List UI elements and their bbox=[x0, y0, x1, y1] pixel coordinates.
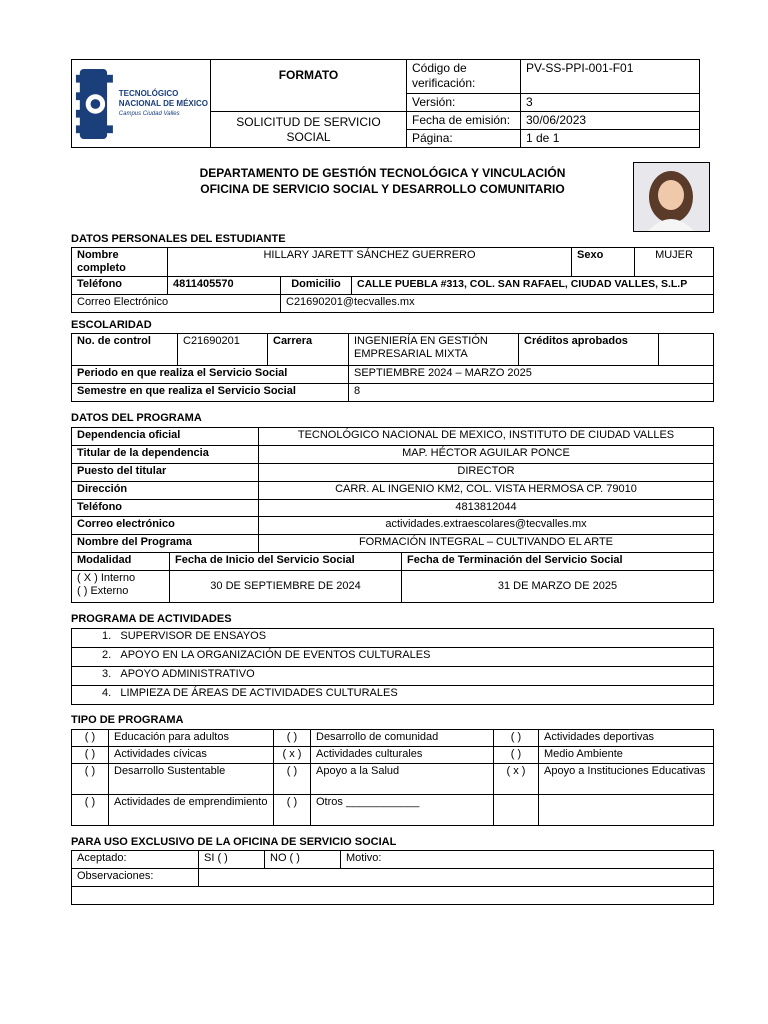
type-checkbox[interactable]: ( ) bbox=[72, 747, 109, 764]
accepted-label: Aceptado: bbox=[72, 851, 199, 869]
observations-label: Observaciones: bbox=[72, 869, 199, 887]
type-table bbox=[71, 729, 714, 826]
control-label: No. de control bbox=[72, 334, 178, 366]
career-label: Carrera bbox=[268, 334, 349, 366]
activity-text: SUPERVISOR DE ENSAYOS bbox=[120, 630, 267, 642]
office-table bbox=[71, 850, 714, 905]
portrait-image bbox=[634, 163, 709, 231]
version-value: 3 bbox=[521, 94, 700, 112]
school-table bbox=[71, 333, 714, 402]
activity-number: 2. bbox=[102, 649, 112, 661]
type-checkbox[interactable]: ( ) bbox=[274, 795, 311, 826]
phone-value: 4811405570 bbox=[168, 277, 281, 295]
type-option-label: Medio Ambiente bbox=[539, 747, 714, 764]
type-option-label: Apoyo a Instituciones Educativas bbox=[539, 764, 714, 795]
program-row-value: TECNOLÓGICO NACIONAL DE MEXICO, INSTITUTO DE CIUDAD VALLES bbox=[259, 428, 714, 446]
reason-label: Motivo: bbox=[341, 851, 714, 869]
header-table bbox=[71, 59, 700, 148]
program-row-value: 4813812044 bbox=[259, 500, 714, 517]
observations-extra-field[interactable] bbox=[72, 887, 714, 905]
type-option-label: Educación para adultos bbox=[109, 730, 274, 747]
credits-value bbox=[659, 334, 714, 366]
semester-value: 8 bbox=[349, 384, 714, 402]
activity-text: LIMPIEZA DE ÁREAS DE ACTIVIDADES CULTURALES bbox=[120, 687, 398, 699]
logo-line-3: Campus Ciudad Valles bbox=[118, 110, 180, 117]
type-checkbox[interactable]: ( ) bbox=[274, 730, 311, 747]
program-row-value: actividades.extraescolares@tecvalles.mx bbox=[259, 517, 714, 535]
sex-label: Sexo bbox=[572, 248, 635, 277]
program-table bbox=[71, 427, 714, 603]
verification-label: Código de verificación: bbox=[407, 60, 521, 94]
type-option-label bbox=[539, 795, 714, 826]
personal-table bbox=[71, 247, 714, 313]
office-section-title: PARA USO EXCLUSIVO DE LA OFICINA DE SERVICIO SOCIAL bbox=[71, 836, 397, 848]
modality-internal: ( X ) Interno bbox=[77, 572, 136, 584]
type-option-label: Actividades deportivas bbox=[539, 730, 714, 747]
type-checkbox[interactable]: ( ) bbox=[494, 730, 539, 747]
type-checkbox[interactable]: ( x ) bbox=[494, 764, 539, 795]
period-label: Periodo en que realiza el Servicio Social bbox=[72, 366, 349, 384]
type-option-label: Otros ____________ bbox=[311, 795, 494, 826]
accepted-no[interactable]: NO ( ) bbox=[265, 851, 341, 869]
credits-label: Créditos aprobados bbox=[519, 334, 659, 366]
department-line-1: DEPARTAMENTO DE GESTIÓN TECNOLÓGICA Y VINCULACIÓN bbox=[199, 166, 566, 180]
logo-line-1: TECNOLÓGICO bbox=[118, 88, 179, 98]
name-label: Nombre completo bbox=[72, 248, 168, 277]
type-checkbox[interactable]: ( ) bbox=[72, 764, 109, 795]
period-value: SEPTIEMBRE 2024 – MARZO 2025 bbox=[349, 366, 714, 384]
modality-label: Modalidad bbox=[72, 553, 170, 571]
observations-field[interactable] bbox=[199, 869, 714, 887]
page-value: 1 de 1 bbox=[521, 130, 700, 148]
type-option-label: Apoyo a la Salud bbox=[311, 764, 494, 795]
type-option-label: Actividades de emprendimiento bbox=[109, 795, 274, 826]
program-row-value: FORMACIÓN INTEGRAL – CULTIVANDO EL ARTE bbox=[259, 535, 714, 553]
accepted-yes[interactable]: SI ( ) bbox=[199, 851, 265, 869]
activity-number: 1. bbox=[102, 630, 112, 642]
student-photo bbox=[633, 162, 710, 232]
personal-section-title: DATOS PERSONALES DEL ESTUDIANTE bbox=[71, 233, 286, 245]
tecnm-logo bbox=[74, 64, 208, 144]
program-row-value: CARR. AL INGENIO KM2, COL. VISTA HERMOSA CP. 79010 bbox=[259, 482, 714, 500]
program-row-label: Dirección bbox=[72, 482, 259, 500]
end-date-value: 31 DE MARZO DE 2025 bbox=[402, 571, 714, 603]
student-name: HILLARY JARETT SÁNCHEZ GUERRERO bbox=[168, 248, 572, 277]
program-row-label: Dependencia oficial bbox=[72, 428, 259, 446]
logo-cell bbox=[72, 60, 211, 148]
activity-item bbox=[72, 629, 714, 648]
activity-text: APOYO EN LA ORGANIZACIÓN DE EVENTOS CULTURALES bbox=[120, 649, 431, 661]
career-value: INGENIERÍA EN GESTIÓN EMPRESARIAL MIXTA bbox=[349, 334, 519, 366]
type-checkbox[interactable]: ( ) bbox=[72, 795, 109, 826]
activities-section-title: PROGRAMA DE ACTIVIDADES bbox=[71, 613, 232, 625]
activity-number: 3. bbox=[102, 668, 112, 680]
type-checkbox[interactable]: ( ) bbox=[72, 730, 109, 747]
gear-icon bbox=[74, 64, 117, 144]
start-date-value: 30 DE SEPTIEMBRE DE 2024 bbox=[170, 571, 402, 603]
program-row-label: Titular de la dependencia bbox=[72, 446, 259, 464]
modality-options bbox=[72, 571, 170, 603]
activity-item bbox=[72, 648, 714, 667]
type-checkbox[interactable]: ( x ) bbox=[274, 747, 311, 764]
activity-item bbox=[72, 686, 714, 705]
logo-line-2: NACIONAL DE MÉXICO bbox=[118, 98, 208, 108]
department-title bbox=[150, 165, 615, 197]
modality-external: ( ) Externo bbox=[77, 585, 129, 597]
semester-label: Semestre en que realiza el Servicio Social bbox=[72, 384, 349, 402]
type-option-label: Desarrollo de comunidad bbox=[311, 730, 494, 747]
issue-date-value: 30/06/2023 bbox=[521, 112, 700, 130]
program-row-label: Puesto del titular bbox=[72, 464, 259, 482]
end-date-label: Fecha de Terminación del Servicio Social bbox=[402, 553, 714, 571]
activity-item bbox=[72, 667, 714, 686]
email-value: C21690201@tecvalles.mx bbox=[281, 295, 714, 313]
version-label: Versión: bbox=[407, 94, 521, 112]
program-row-label: Teléfono bbox=[72, 500, 259, 517]
format-title: FORMATO bbox=[211, 60, 407, 112]
activities-table bbox=[71, 628, 714, 705]
sex-value: MUJER bbox=[635, 248, 714, 277]
type-option-label: Actividades culturales bbox=[311, 747, 494, 764]
type-option-label: Desarrollo Sustentable bbox=[109, 764, 274, 795]
verification-value: PV-SS-PPI-001-F01 bbox=[521, 60, 700, 94]
type-option-label: Actividades cívicas bbox=[109, 747, 274, 764]
type-section-title: TIPO DE PROGRAMA bbox=[71, 714, 184, 726]
phone-label: Teléfono bbox=[72, 277, 168, 295]
address-label: Domicilio bbox=[281, 277, 352, 295]
activity-number: 4. bbox=[102, 687, 112, 699]
school-section-title: ESCOLARIDAD bbox=[71, 319, 152, 331]
start-date-label: Fecha de Inicio del Servicio Social bbox=[170, 553, 402, 571]
issue-date-label: Fecha de emisión: bbox=[407, 112, 521, 130]
type-checkbox bbox=[494, 795, 539, 826]
department-line-2: OFICINA DE SERVICIO SOCIAL Y DESARROLLO COMUNITARIO bbox=[200, 182, 565, 196]
program-row-label: Correo electrónico bbox=[72, 517, 259, 535]
control-value: C21690201 bbox=[178, 334, 268, 366]
activity-text: APOYO ADMINISTRATIVO bbox=[120, 668, 255, 680]
type-checkbox[interactable]: ( ) bbox=[274, 764, 311, 795]
program-row-label: Nombre del Programa bbox=[72, 535, 259, 553]
email-label: Correo Electrónico bbox=[72, 295, 281, 313]
page-label: Página: bbox=[407, 130, 521, 148]
program-row-value: MAP. HÉCTOR AGUILAR PONCE bbox=[259, 446, 714, 464]
type-checkbox[interactable]: ( ) bbox=[494, 747, 539, 764]
program-row-value: DIRECTOR bbox=[259, 464, 714, 482]
address-value: CALLE PUEBLA #313, COL. SAN RAFAEL, CIUDAD VALLES, S.L.P bbox=[352, 277, 714, 295]
program-section-title: DATOS DEL PROGRAMA bbox=[71, 412, 202, 424]
form-title: SOLICITUD DE SERVICIO SOCIAL bbox=[211, 112, 407, 148]
